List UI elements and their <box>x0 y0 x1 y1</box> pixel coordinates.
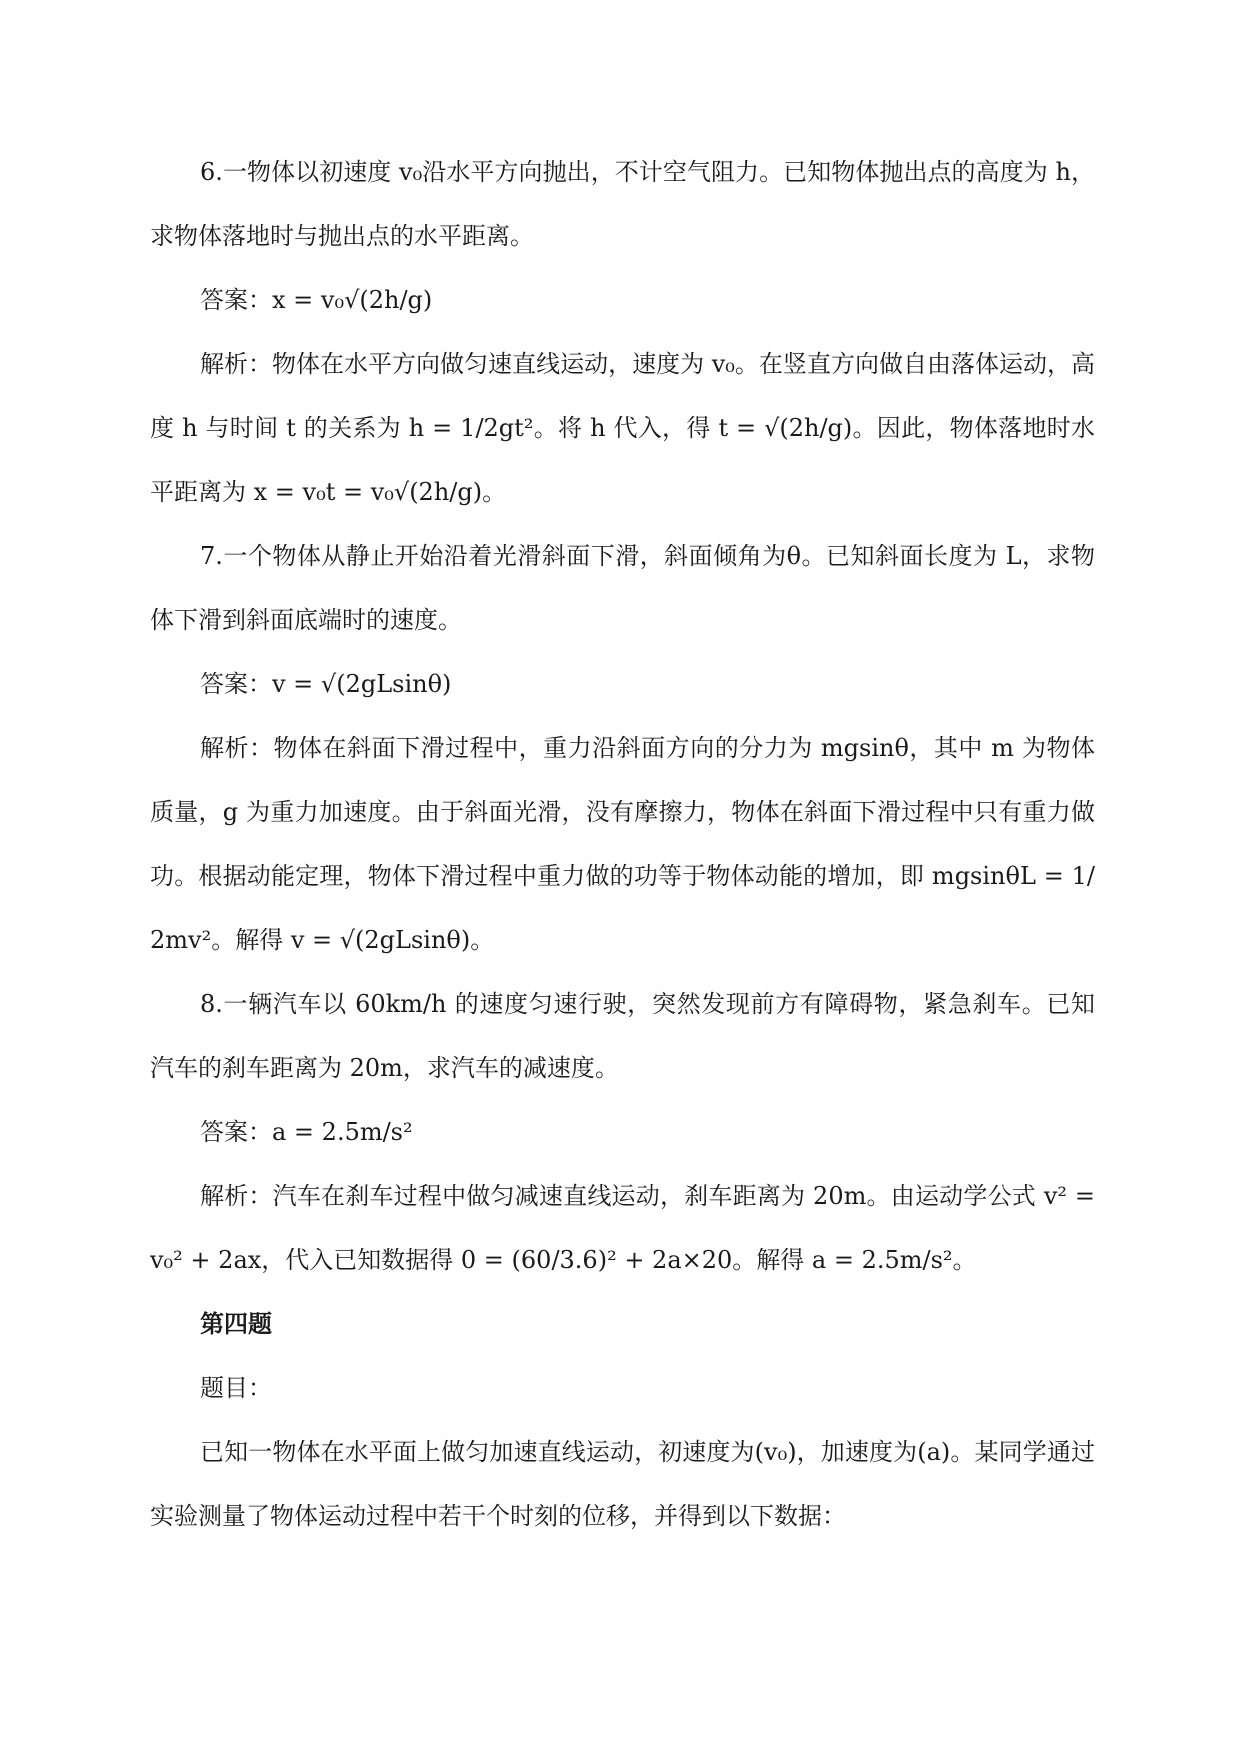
question-8: 8.一辆汽车以 60km/h 的速度匀速行驶，突然发现前方有障碍物，紧急刹车。已知汽车的刹车距离为 20m，求汽车的减速度。 <box>150 990 1095 1082</box>
question-7-analysis: 解析：物体在斜面下滑过程中，重力沿斜面方向的分力为 mgsinθ，其中 m 为物体质量，g 为重力加速度。由于斜面光滑，没有摩擦力，物体在斜面下滑过程中只有重力做功。根据动能定理，物体下滑过程中重力做的功等于物体动能的增加，即 mgsinθL = 1/2mv²。解得 v = √(2gLsinθ)。 <box>150 734 1095 954</box>
question-stem: 已知一物体在水平面上做匀加速直线运动，初速度为(v₀)，加速度为(a)。某同学通过实验测量了物体运动过程中若干个时刻的位移，并得到以下数据： <box>150 1438 1095 1530</box>
document-body <box>150 140 1095 1548</box>
question-7: 7.一个物体从静止开始沿着光滑斜面下滑，斜面倾角为θ。已知斜面长度为 L，求物体下滑到斜面底端时的速度。 <box>150 542 1095 634</box>
topic-label: 题目： <box>200 1374 272 1402</box>
question-6: 6.一物体以初速度 v₀沿水平方向抛出，不计空气阻力。已知物体抛出点的高度为 h，求物体落地时与抛出点的水平距离。 <box>150 158 1095 250</box>
question-6-answer: 答案：x = v₀√(2h/g) <box>200 286 433 314</box>
section-heading: 第四题 <box>200 1310 272 1338</box>
question-7-answer: 答案：v = √(2gLsinθ) <box>200 670 452 698</box>
question-8-analysis: 解析：汽车在刹车过程中做匀减速直线运动，刹车距离为 20m。由运动学公式 v² = v₀² + 2ax，代入已知数据得 0 = (60/3.6)² + 2a×20。解得 a = 2.5m/s²。 <box>150 1182 1095 1274</box>
question-8-answer: 答案：a = 2.5m/s² <box>200 1118 413 1146</box>
question-6-analysis: 解析：物体在水平方向做匀速直线运动，速度为 v₀。在竖直方向做自由落体运动，高度 h 与时间 t 的关系为 h = 1/2gt²。将 h 代入，得 t = √(2h/g)。因此，物体落地时水平距离为 x = v₀t = v₀√(2h/g)。 <box>150 350 1095 506</box>
